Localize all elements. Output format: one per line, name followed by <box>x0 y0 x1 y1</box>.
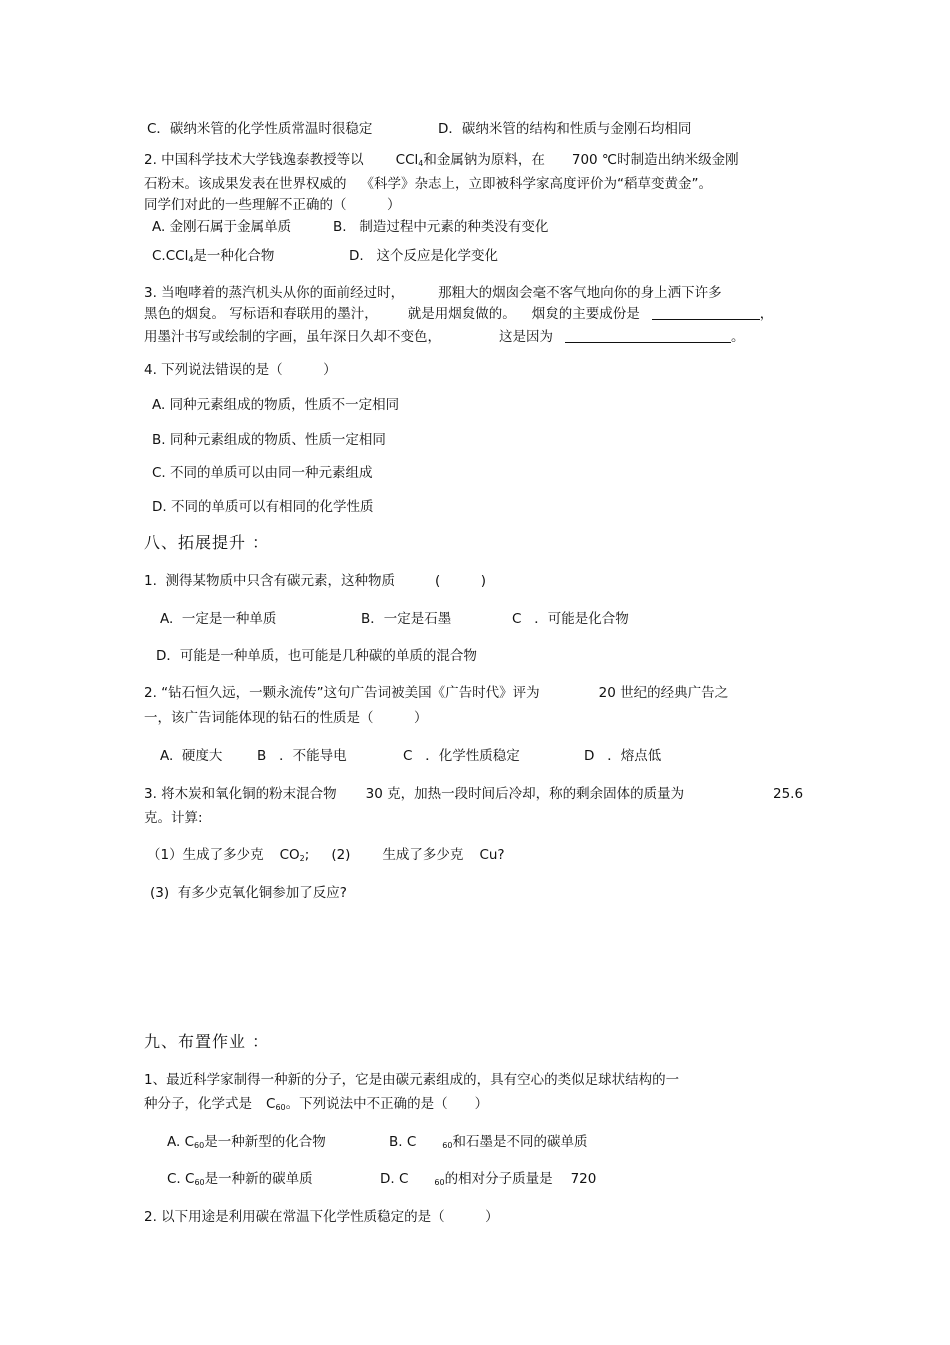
ext-question-3-mass: 25.6 <box>773 786 804 802</box>
answer-blank-2[interactable] <box>565 328 731 343</box>
hw-question-1-line-1: 1、最近科学家制得一种新的分子，它是由碳元素组成的，具有空心的类似足球状结构的一 <box>144 1072 680 1088</box>
ext-q2-option-c: C ．化学性质稳定 <box>403 748 520 764</box>
hw-q1-option-d: D. C $_{60}$的相对分子质量是 720 <box>380 1171 597 1187</box>
ext-question-2-line-1: 2. “钻石恒久远，一颗永流传”这句广告词被美国《广告时代》评为 20 世纪的经典广告之 <box>144 685 729 701</box>
ext-q1-option-a: A. 一定是一种单质 <box>160 611 277 627</box>
ext-q1-option-b: B．一定是石墨 <box>361 611 452 627</box>
ext-q1-option-c: C ．可能是化合物 <box>512 611 629 627</box>
ext-question-3-line-1: 3. 将木炭和氧化铜的粉末混合物 30 克，加热一段时间后冷却，称的剩余固体的质量为 <box>144 786 685 802</box>
ext-q3-sub-1-2: （1）生成了多少克 $CO_2$; (2) 生成了多少克 Cu? <box>147 847 505 863</box>
ext-q2-option-a: A. 硬度大 <box>160 748 223 764</box>
section-heading-8: 八、拓展提升 ： <box>144 533 270 552</box>
ext-question-2-line-2: 一，该广告词能体现的钻石的性质是（ ） <box>144 710 428 726</box>
hw-question-1-line-2: 种分子，化学式是 $C_{60}$。下列说法中不正确的是（ ） <box>144 1096 489 1112</box>
question-2-line-3: 同学们对此的一些理解不正确的（ ） <box>144 197 401 213</box>
answer-blank-1[interactable] <box>652 305 760 320</box>
ext-q1-option-d: D．可能是一种单质，也可能是几种碳的单质的混合物 <box>156 648 477 664</box>
q2-option-a: A. 金刚石属于金属单质 <box>152 219 292 235</box>
q2-option-b: B. 制造过程中元素的种类没有变化 <box>333 219 549 235</box>
ext-q2-option-d: D ．熔点低 <box>584 748 662 764</box>
q4-option-d: D. 不同的单质可以有相同的化学性质 <box>152 499 374 515</box>
question-3-line-3: 用墨汁书写或绘制的字画，虽年深日久却不变色， 这是因为 。 <box>144 329 745 345</box>
question-2-line-1: 2. 中国科学技术大学钱逸泰教授等以 CCl$_4$和金属钠为原料，在 700 ℃时制造出纳米级金刚 <box>144 152 739 168</box>
hw-q1-option-b: B. C $_{60}$和石墨是不同的碳单质 <box>389 1134 588 1150</box>
section-heading-9: 九、布置作业 ： <box>144 1032 270 1051</box>
q2-option-d: D. 这个反应是化学变化 <box>349 248 499 264</box>
ext-q2-option-b: B ．不能导电 <box>257 748 347 764</box>
ext-question-3-line-2: 克。计算: <box>144 810 203 826</box>
hw-q1-option-a: A. $C_{60}$是一种新型的化合物 <box>167 1134 326 1150</box>
question-2-line-2: 石粉末。该成果发表在世界权威的 《科学》杂志上，立即被科学家高度评价为“稻草变黄金”。 <box>144 176 712 192</box>
hw-q1-option-c: C. $C_{60}$是一种新的碳单质 <box>167 1171 313 1187</box>
question-4: 4. 下列说法错误的是（ ） <box>144 362 337 378</box>
ext-q3-sub-3: (3) 有多少克氧化铜参加了反应? <box>150 885 347 901</box>
question-3-line-2: 黑色的烟炱。 写标语和春联用的墨汁， 就是用烟炱做的。 烟炱的主要成份是 ， <box>144 306 774 322</box>
option-d: D．碳纳米管的结构和性质与金刚石均相同 <box>438 121 692 137</box>
ext-question-1: 1. 测得某物质中只含有碳元素，这种物质 ( ) <box>144 573 487 589</box>
q2-option-c: C.CCl$_4$是一种化合物 <box>152 248 275 264</box>
option-c: C．碳纳米管的化学性质常温时很稳定 <box>147 121 373 137</box>
hw-question-2: 2. 以下用途是利用碳在常温下化学性质稳定的是（ ） <box>144 1209 499 1225</box>
q4-option-b: B. 同种元素组成的物质、性质一定相同 <box>152 432 386 448</box>
q4-option-c: C. 不同的单质可以由同一种元素组成 <box>152 465 373 481</box>
question-3-line-1: 3. 当咆哮着的蒸汽机头从你的面前经过时， 那粗大的烟囱会毫不客气地向你的身上洒下许多 <box>144 285 722 301</box>
q4-option-a: A. 同种元素组成的物质，性质不一定相同 <box>152 397 400 413</box>
